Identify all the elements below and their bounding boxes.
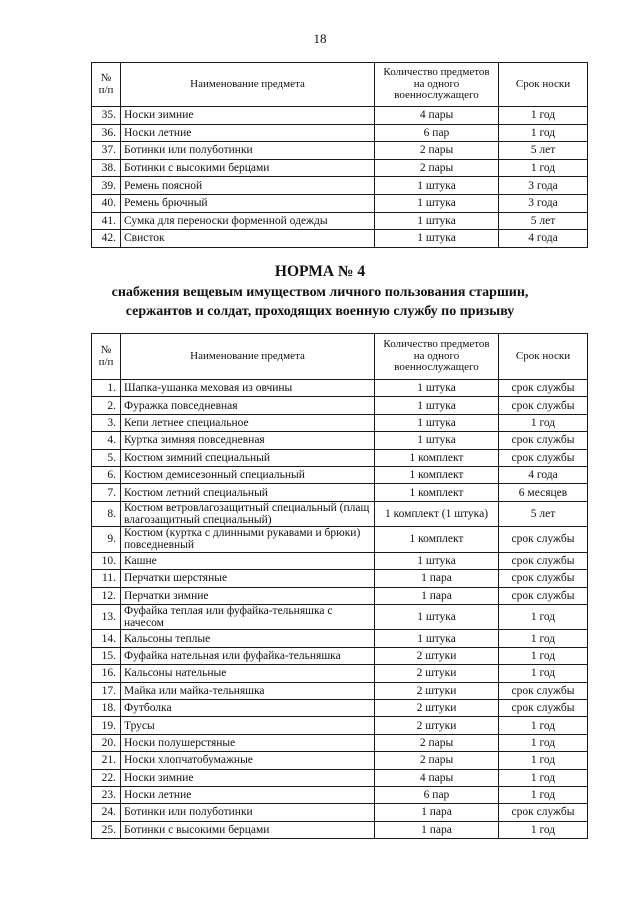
item-number: 16. <box>92 665 121 682</box>
table-row <box>92 177 588 195</box>
item-quantity: 6 пар <box>375 786 499 803</box>
item-wear-term: 3 года <box>499 194 588 212</box>
item-quantity: 4 пары <box>375 107 499 125</box>
table-row <box>92 230 588 248</box>
item-number: 21. <box>92 752 121 769</box>
item-name: Фуражка повседневная <box>121 397 375 414</box>
item-quantity: 2 штуки <box>375 647 499 664</box>
item-number: 4. <box>92 432 121 449</box>
item-wear-term: срок службы <box>499 804 588 821</box>
item-number: 40. <box>92 194 121 212</box>
item-name: Костюм зимний специальный <box>121 449 375 466</box>
item-quantity: 1 пара <box>375 587 499 604</box>
table-row <box>92 665 588 682</box>
item-quantity: 4 пары <box>375 769 499 786</box>
item-number: 39. <box>92 177 121 195</box>
item-quantity: 2 пары <box>375 734 499 751</box>
item-quantity: 1 комплект (1 штука) <box>375 501 499 527</box>
header-name: Наименование предмета <box>121 63 375 107</box>
item-name: Костюм (куртка с длинными рукавами и брюки) повседневный <box>121 527 375 553</box>
page-number: 18 <box>313 31 327 46</box>
norm-subtitle <box>0 283 640 321</box>
table-row <box>92 501 588 527</box>
table-row <box>92 432 588 449</box>
item-wear-term: срок службы <box>499 527 588 553</box>
item-wear-term: 4 года <box>499 466 588 483</box>
table-row <box>92 647 588 664</box>
item-name: Кальсоны нательные <box>121 665 375 682</box>
item-quantity: 1 штука <box>375 432 499 449</box>
item-wear-term: 1 год <box>499 717 588 734</box>
table-row <box>92 466 588 483</box>
table-row <box>92 587 588 604</box>
item-quantity: 1 штука <box>375 212 499 230</box>
item-quantity: 2 штуки <box>375 665 499 682</box>
item-name: Кашне <box>121 552 375 569</box>
item-number: 38. <box>92 159 121 177</box>
item-number: 12. <box>92 587 121 604</box>
table-row <box>92 752 588 769</box>
item-wear-term: 1 год <box>499 604 588 630</box>
header-qty: Количество предметов на одного военнослужащего <box>375 334 499 380</box>
item-quantity: 1 комплект <box>375 449 499 466</box>
header-num: № п/п <box>92 334 121 380</box>
item-name: Фуфайка нательная или фуфайка-тельняшка <box>121 647 375 664</box>
item-number: 36. <box>92 124 121 142</box>
header-num: № п/п <box>92 63 121 107</box>
item-wear-term: 4 года <box>499 230 588 248</box>
item-quantity: 1 комплект <box>375 484 499 501</box>
item-quantity: 1 комплект <box>375 527 499 553</box>
item-number: 19. <box>92 717 121 734</box>
item-quantity: 2 пары <box>375 159 499 177</box>
item-number: 3. <box>92 414 121 431</box>
item-quantity: 6 пар <box>375 124 499 142</box>
table-body <box>92 380 588 839</box>
item-wear-term: 5 лет <box>499 142 588 160</box>
table-row <box>92 804 588 821</box>
item-number: 10. <box>92 552 121 569</box>
item-wear-term: срок службы <box>499 699 588 716</box>
item-wear-term: 1 год <box>499 786 588 803</box>
header-term: Срок носки <box>499 334 588 380</box>
item-number: 9. <box>92 527 121 553</box>
item-name: Ботинки или полуботинки <box>121 142 375 160</box>
item-name: Ботинки с высокими берцами <box>121 821 375 838</box>
item-name: Носки зимние <box>121 107 375 125</box>
item-quantity: 1 пара <box>375 804 499 821</box>
item-number: 1. <box>92 380 121 397</box>
item-number: 6. <box>92 466 121 483</box>
item-number: 14. <box>92 630 121 647</box>
item-wear-term: 1 год <box>499 414 588 431</box>
table-row <box>92 630 588 647</box>
item-quantity: 1 пара <box>375 570 499 587</box>
item-wear-term: 1 год <box>499 752 588 769</box>
item-quantity: 1 штука <box>375 552 499 569</box>
item-number: 8. <box>92 501 121 527</box>
table-row <box>92 449 588 466</box>
header-qty: Количество предметов на одного военнослужащего <box>375 63 499 107</box>
item-name: Фуфайка теплая или фуфайка-тельняшка с начесом <box>121 604 375 630</box>
table-row <box>92 414 588 431</box>
item-wear-term: 6 месяцев <box>499 484 588 501</box>
item-wear-term: 1 год <box>499 821 588 838</box>
item-number: 35. <box>92 107 121 125</box>
header-name: Наименование предмета <box>121 334 375 380</box>
item-quantity: 1 пара <box>375 821 499 838</box>
item-wear-term: 5 лет <box>499 501 588 527</box>
table-row <box>92 484 588 501</box>
item-name: Носки летние <box>121 124 375 142</box>
item-name: Трусы <box>121 717 375 734</box>
table-row <box>92 397 588 414</box>
norm-title: НОРМА № 4 <box>274 263 366 280</box>
item-number: 23. <box>92 786 121 803</box>
item-quantity: 1 штука <box>375 230 499 248</box>
norm-4-table <box>91 333 588 839</box>
item-name: Майка или майка-тельняшка <box>121 682 375 699</box>
table-row <box>92 821 588 838</box>
item-wear-term: срок службы <box>499 432 588 449</box>
item-number: 13. <box>92 604 121 630</box>
item-name: Носки зимние <box>121 769 375 786</box>
item-wear-term: 3 года <box>499 177 588 195</box>
item-number: 41. <box>92 212 121 230</box>
item-name: Носки летние <box>121 786 375 803</box>
table-header-row <box>92 63 588 107</box>
item-name: Костюм летний специальный <box>121 484 375 501</box>
item-quantity: 1 комплект <box>375 466 499 483</box>
table-row <box>92 682 588 699</box>
item-name: Сумка для переноски форменной одежды <box>121 212 375 230</box>
item-quantity: 2 штуки <box>375 682 499 699</box>
item-wear-term: срок службы <box>499 397 588 414</box>
item-quantity: 1 штука <box>375 177 499 195</box>
item-quantity: 2 пары <box>375 752 499 769</box>
item-quantity: 1 штука <box>375 604 499 630</box>
item-number: 2. <box>92 397 121 414</box>
item-wear-term: срок службы <box>499 380 588 397</box>
item-wear-term: 1 год <box>499 159 588 177</box>
item-wear-term: срок службы <box>499 587 588 604</box>
table-row <box>92 212 588 230</box>
table-row <box>92 159 588 177</box>
item-number: 5. <box>92 449 121 466</box>
item-name: Шапка-ушанка меховая из овчины <box>121 380 375 397</box>
table-row <box>92 380 588 397</box>
table-row <box>92 604 588 630</box>
item-wear-term: срок службы <box>499 682 588 699</box>
item-wear-term: 1 год <box>499 769 588 786</box>
table-body <box>92 107 588 248</box>
item-wear-term: 1 год <box>499 647 588 664</box>
norm-subtitle-line-2: сержантов и солдат, проходящих военную службу по призыву <box>125 304 515 319</box>
item-wear-term: 1 год <box>499 124 588 142</box>
item-wear-term: срок службы <box>499 552 588 569</box>
item-number: 15. <box>92 647 121 664</box>
table-row <box>92 570 588 587</box>
table-row <box>92 786 588 803</box>
item-wear-term: 1 год <box>499 665 588 682</box>
item-name: Ботинки с высокими берцами <box>121 159 375 177</box>
norm-3-table-continuation <box>91 62 588 248</box>
item-number: 24. <box>92 804 121 821</box>
table-row <box>92 717 588 734</box>
item-quantity: 1 штука <box>375 397 499 414</box>
table-row <box>92 699 588 716</box>
item-name: Футболка <box>121 699 375 716</box>
item-name: Перчатки зимние <box>121 587 375 604</box>
item-name: Костюм ветровлагозащитный специальный (плащ влагозащитный специальный) <box>121 501 375 527</box>
table-row <box>92 194 588 212</box>
item-name: Ботинки или полуботинки <box>121 804 375 821</box>
item-name: Ремень брючный <box>121 194 375 212</box>
table-row <box>92 124 588 142</box>
item-number: 20. <box>92 734 121 751</box>
table-row <box>92 107 588 125</box>
item-wear-term: 1 год <box>499 107 588 125</box>
item-number: 7. <box>92 484 121 501</box>
item-name: Кальсоны теплые <box>121 630 375 647</box>
table-row <box>92 769 588 786</box>
item-wear-term: 1 год <box>499 630 588 647</box>
item-name: Свисток <box>121 230 375 248</box>
item-number: 37. <box>92 142 121 160</box>
item-name: Куртка зимняя повседневная <box>121 432 375 449</box>
item-wear-term: срок службы <box>499 570 588 587</box>
item-quantity: 2 пары <box>375 142 499 160</box>
item-quantity: 1 штука <box>375 194 499 212</box>
table-row <box>92 552 588 569</box>
item-number: 11. <box>92 570 121 587</box>
item-name: Кепи летнее специальное <box>121 414 375 431</box>
item-quantity: 2 штуки <box>375 699 499 716</box>
table-row <box>92 142 588 160</box>
table-header-row <box>92 334 588 380</box>
item-name: Носки хлопчатобумажные <box>121 752 375 769</box>
item-number: 17. <box>92 682 121 699</box>
item-name: Носки полушерстяные <box>121 734 375 751</box>
table-row <box>92 734 588 751</box>
item-number: 42. <box>92 230 121 248</box>
item-wear-term: срок службы <box>499 449 588 466</box>
item-name: Костюм демисезонный специальный <box>121 466 375 483</box>
item-wear-term: 1 год <box>499 734 588 751</box>
item-number: 25. <box>92 821 121 838</box>
item-name: Ремень поясной <box>121 177 375 195</box>
header-term: Срок носки <box>499 63 588 107</box>
item-quantity: 2 штуки <box>375 717 499 734</box>
norm-subtitle-line-1: снабжения вещевым имуществом личного пользования старшин, <box>111 285 529 300</box>
item-quantity: 1 штука <box>375 380 499 397</box>
item-name: Перчатки шерстяные <box>121 570 375 587</box>
item-quantity: 1 штука <box>375 414 499 431</box>
table-row <box>92 527 588 553</box>
item-quantity: 1 штука <box>375 630 499 647</box>
item-number: 22. <box>92 769 121 786</box>
item-wear-term: 5 лет <box>499 212 588 230</box>
item-number: 18. <box>92 699 121 716</box>
